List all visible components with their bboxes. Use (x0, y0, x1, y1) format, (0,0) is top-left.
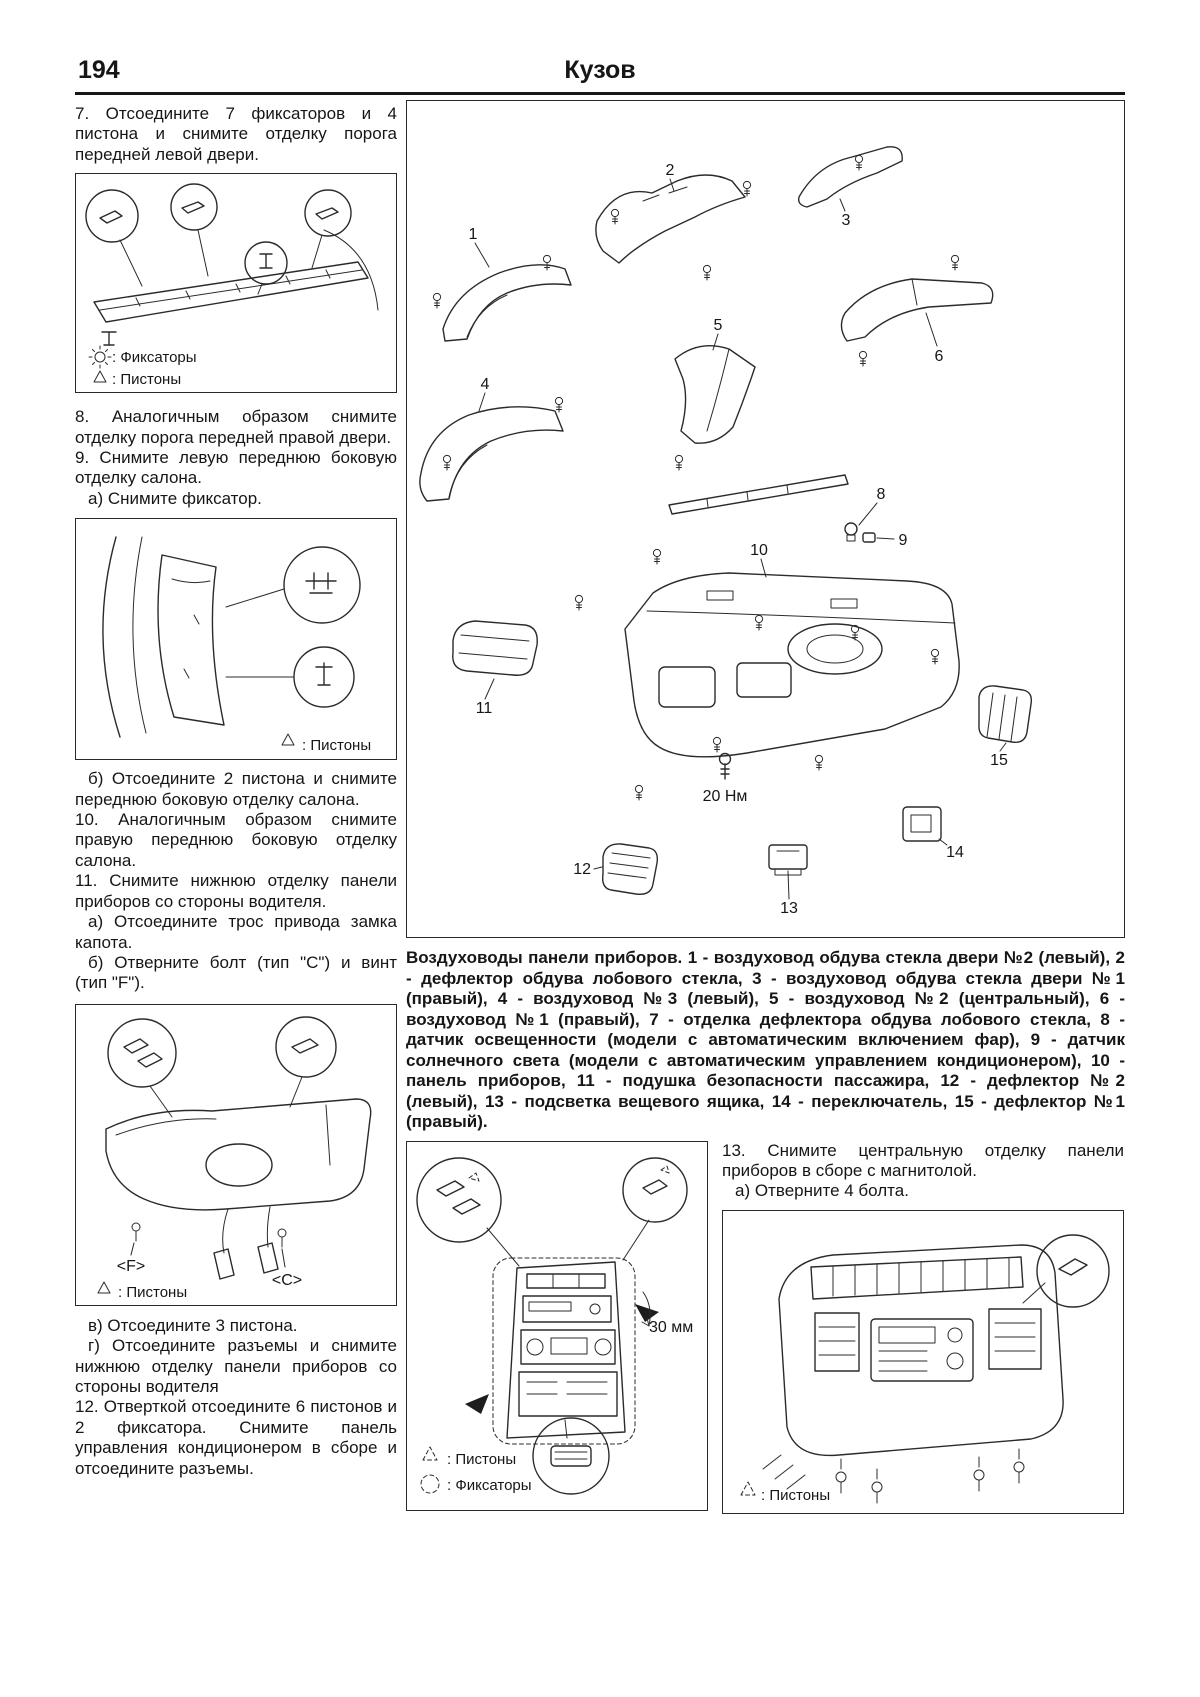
lower-dash-panel-drawing (76, 1005, 394, 1303)
step-7: 7. Отсоедините 7 фиксаторов и 4 пистона и снимите отделку порога передней левой двери. (75, 104, 397, 164)
part-label-6: 6 (934, 348, 944, 365)
duct-5 (675, 346, 755, 444)
part-label-14: 14 (946, 844, 964, 861)
br-figure-labels (761, 1487, 830, 1504)
fig1-legend-pistons: : Пистоны (112, 371, 182, 389)
header-rule (75, 92, 1125, 95)
figure-center-panel-bolts (722, 1210, 1124, 1514)
bottom-row (406, 1141, 1125, 1514)
side-trim-geometry (103, 537, 360, 745)
torque-label: 20 Нм (702, 788, 748, 805)
step-8: 8. Аналогичным образом снимите отделку порога передней правой двери. (75, 407, 397, 447)
br-legend-pistons: : Пистоны (761, 1486, 831, 1504)
piston-detail-icon (316, 663, 332, 685)
step-11: 11. Снимите нижнюю отделку панели приборов со стороны водителя. (75, 871, 397, 911)
clip-pin-icon (102, 332, 116, 345)
figure-caption: Воздуховоды панели приборов. 1 - воздуховод обдува стекла двери №2 (левый), 2 - дефлектор обдува лобового стекла, 3 - воздуховод обдува стекла двери №1 (правый), 4 - воздуховод №3 (левый), 5 - воздуховод №2 (центральный), 6 - воздуховод №1 (правый), 7 - отделка дефлектора обдува лобового стекла, 8 - датчик освещенности (модели с автоматическим включением фар), 9 - датчик солнечного света (модели с автоматическим управлением кондиционером), 10 - панель приборов, 11 - подушка безопасности пассажира, 12 - дефлектор №2 (левый), 13 - подсветка вещевого ящика, 14 - переключатель, 15 - дефлектор №1 (правый). (406, 948, 1125, 1131)
console-geometry (417, 1158, 687, 1494)
glovebox-light-13 (769, 845, 807, 875)
mid-legend-pistons: : Пистоны (447, 1450, 517, 1468)
bolt-type-f-label: <F> (116, 1257, 146, 1275)
part-label-9: 9 (898, 532, 908, 549)
part-label-1: 1 (468, 226, 478, 243)
step-13a: а) Отверните 4 болта. (735, 1181, 909, 1201)
fig2-legend-pistons: : Пистоны (302, 737, 372, 755)
step-13: 13. Снимите центральную отделку панели приборов в сборе с магнитолой. (722, 1140, 1124, 1180)
fig3-legend-pistons: : Пистоны (118, 1283, 188, 1301)
fig3-labels (117, 1258, 302, 1301)
figure-side-trim (75, 518, 397, 760)
legend-symbols (89, 346, 111, 382)
dashboard-ducts-diagram (407, 101, 1122, 935)
switch-14 (903, 807, 941, 841)
piston-symbol-icon (423, 1447, 437, 1460)
fig1-legend (112, 349, 197, 388)
center-panel-bolts-drawing (723, 1211, 1121, 1511)
duct-6 (841, 279, 992, 341)
figure-center-console-clips (406, 1141, 708, 1511)
right-column (406, 100, 1125, 1514)
step-11g: г) Отсоедините разъемы и снимите нижнюю отделку панели приборов со стороны водителя (75, 1336, 397, 1396)
deflector-2-left-12 (603, 844, 658, 894)
fixator-symbol-icon (421, 1475, 439, 1493)
fixator-symbol-icon (95, 352, 105, 362)
part-label-2: 2 (665, 162, 675, 179)
step-9: 9. Снимите левую переднюю боковую отделку салона. (75, 448, 397, 488)
left-column (75, 104, 397, 1479)
part-label-5: 5 (713, 317, 723, 334)
page-title: Кузов (564, 56, 636, 84)
deflector-1-right-15 (979, 686, 1031, 742)
passenger-airbag-11 (453, 621, 537, 675)
piston-symbol-icon (98, 1282, 110, 1293)
step-12: 12. Отверткой отсоедините 6 пистонов и 2 фиксатора. Снимите панель управления кондиционером в сборе и отсоедините разъемы. (75, 1397, 397, 1478)
step-9a: а) Снимите фиксатор. (88, 488, 262, 508)
torque-bolt (720, 754, 731, 780)
part-label-15: 15 (990, 752, 1008, 769)
piston-symbol-icon (741, 1482, 755, 1495)
step-11b: б) Отверните болт (тип "C") и винт (тип "F"). (75, 952, 397, 993)
part-label-11: 11 (475, 700, 493, 717)
step-10: 10. Аналогичным образом снимите правую переднюю боковую отделку салона. (75, 810, 397, 870)
screw-type-c-label: <C> (271, 1271, 303, 1289)
fig1-legend-fixators: : Фиксаторы (112, 349, 197, 367)
center-console-clips-drawing (407, 1142, 705, 1508)
piston-symbol-icon (282, 734, 294, 745)
ducts-geometry (420, 147, 1031, 899)
part-label-10: 10 (750, 542, 768, 559)
mount-bolts (836, 1449, 1024, 1503)
center-panel-geometry (741, 1235, 1109, 1503)
lower-dash-geometry (98, 1017, 371, 1293)
part-label-8: 8 (876, 486, 886, 503)
duct-4 (420, 407, 563, 501)
figure-dashboard-air-ducts (406, 100, 1125, 938)
dimension-label: 30 мм (649, 1318, 694, 1336)
sun-sensor-9 (863, 533, 875, 542)
step-11v: в) Отсоедините 3 пистона. (88, 1315, 298, 1335)
part-label-12: 12 (573, 861, 591, 878)
light-sensor-8 (845, 523, 857, 541)
arrow-icon (465, 1394, 489, 1414)
instrument-panel-10 (625, 573, 959, 757)
part-label-13: 13 (780, 900, 798, 917)
bolt-and-screw-icons (132, 1223, 286, 1247)
bottom-right-column (722, 1141, 1124, 1514)
step-9b: б) Отсоедините 2 пистона и снимите переднюю боковую отделку салона. (75, 769, 397, 809)
step-11a: а) Отсоедините трос привода замка капота. (75, 912, 397, 952)
part-label-3: 3 (841, 212, 851, 229)
fixator-detail-icon (306, 573, 336, 593)
figure-lower-dash-panel (75, 1004, 397, 1306)
part-label-4: 4 (480, 376, 490, 393)
figure-door-sill-trim (75, 173, 397, 393)
screws (433, 155, 958, 800)
part-number-labels (469, 162, 1008, 917)
piston-symbol-icon (94, 371, 106, 382)
defroster-trim-strip-7 (669, 475, 848, 514)
fig2-legend (302, 737, 371, 754)
page-number: 194 (78, 56, 120, 84)
mid-legend-fixators: : Фиксаторы (447, 1476, 532, 1494)
duct-3 (799, 147, 903, 207)
door-sill-trim-drawing (76, 174, 394, 390)
duct-1 (443, 265, 571, 341)
side-trim-drawing (76, 519, 394, 757)
defroster-duct-2 (596, 175, 745, 263)
